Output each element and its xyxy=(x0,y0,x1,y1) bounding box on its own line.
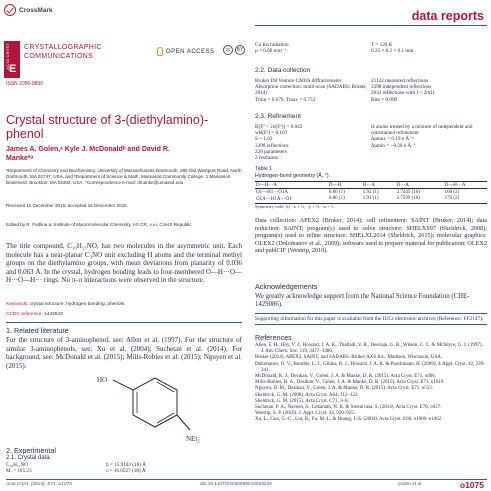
journal-name xyxy=(24,44,102,61)
crystal-data-row: Mᵣ = 165.23 c = 16.0527 (18) Å xyxy=(6,468,146,475)
molecule-diagram xyxy=(80,370,230,452)
reference-item[interactable]: Westrip, S. P. (2010). J. Appl. Cryst. 43, 920–925. xyxy=(255,411,356,417)
logo-letter: E xyxy=(9,63,17,75)
benzene-ring xyxy=(133,378,177,427)
crystal-data-row: C₁₀H₁₅NO b = 15.9102 (18) Å xyxy=(6,462,146,468)
edited-by: Edited by R. Fedlina,a; Institute of Macromolecular Chemistry, AS CR, v.v.i, Czech Republic xyxy=(6,222,192,227)
reference-item[interactable]: Sheldrick, G. M. (2008). Acta Cryst. A64, 112–122. xyxy=(255,392,359,398)
open-access-label: OPEN ACCESS xyxy=(166,48,215,55)
table-label: Table 1 xyxy=(255,166,273,172)
crossmark-label: CrossMark xyxy=(19,6,53,14)
footer-citation: Acta Cryst. (2015). E71, o1075 xyxy=(6,482,72,487)
title-line-2: phenol xyxy=(6,127,44,141)
references-list xyxy=(255,343,487,424)
footer-doi[interactable]: doi:10.1107/S2056989015024226 xyxy=(200,482,272,487)
supporting-info[interactable]: Supporting information for this paper is available from the IUCr electronic archives (Reference: FF2147). xyxy=(255,313,487,325)
reference-item[interactable]: Mills-Robles, H. A., Desikan, V., Golen, J. A. & Manke, D. R. (2015). Acta Cryst. E71, o1019. xyxy=(255,380,445,386)
related-literature-text: For the structure of 3-aminophenol, see: Allen et al. (1997). For the structure of similar 3-aminophenols, see: Xu et al. (2004); Suchetan et al. (2014). For background, see: McDonald et al. (2015); Mills-Robles et al. (2015); Nguyen et al. (2015). xyxy=(6,336,242,370)
data-collection-block: Bruker D8 Venture CMOS diffractometer Absorption correction: multi-scan (SADABS; Bruker, 2014) Tmin = 0.679, Tmax = 0.753 21122 measured reflections 3398 independent reflections 2633 reflections with I > 2σ(I) Rint = 0.090 xyxy=(255,78,435,103)
ccdc-label: CCDC reference: xyxy=(6,312,43,317)
journal-name-line1: CRYSTALLOGRAPHIC xyxy=(24,44,102,51)
hydroxyl-label: HO xyxy=(97,376,108,384)
hbond-table xyxy=(255,181,487,210)
table-row: O1—H1···O1A 0.86 (1) 1.92 (1) 2.7445 (16) 160 (2) xyxy=(256,189,460,195)
title-line-1: Crystal structure of 3-(diethylamino)- xyxy=(6,113,209,127)
journal-name-line2: COMMUNICATIONS xyxy=(24,52,94,60)
reference-item[interactable]: Suchetan, P. A., Naveen, S., Lokanath, N. K. & Sreenivasa, S. (2014). Acta Cryst. E70, o927. xyxy=(255,405,442,411)
footer-authors: Golen et al. xyxy=(398,482,423,487)
issn: ISSN 2056-9890 xyxy=(6,81,43,87)
reference-item[interactable]: Dolomanov, O. V., Bourhis, L. J., Gildea, R. J., Howard, J. A. K. & Puschmann, H. (2009). J. Appl. Cryst. 42, 339–341. xyxy=(255,361,486,373)
abstract: The title compound, C₁₀H₁₅NO, has two molecules in the asymmetric unit. Each molecule has a near-planar C₃NO unit excluding H atoms and the terminal methyl groups on the diethylamino groups, with mean deviations from planarity of 0.036 and 0.063 Å. In the crystal, hydrogen bonding leads to four-membered O—H···O—H···O—H··· rings. No π–π interactions were observed in the structure. xyxy=(6,242,242,285)
subsection-refinement: 2.3. Refinement xyxy=(255,113,301,120)
section-heading-references: References xyxy=(255,333,292,342)
page-footer xyxy=(0,479,491,491)
journal-logo xyxy=(4,41,20,78)
author-list xyxy=(6,145,236,163)
affiliations: ᵃDepartment of Chemistry and Biochemistry, University of Massachusetts Dartmouth, 285 Old Westport Road, North Dartmouth, MA 02747, USA, and ᵇDepartment of Science & Math, Massasoit Community College, 1 Massasoit Boulevard, Brockton, MA 02302, USA. *Correspondence e-mail: dmanke@umassd.edu xyxy=(6,168,242,186)
open-access-badge xyxy=(157,47,215,56)
diethylamino-label: NEt₂ xyxy=(186,435,200,443)
table-header-row: D—H···A D—H H···A D···A D—H···A xyxy=(255,182,487,189)
section-heading-acknowledgements: Acknowledgements xyxy=(255,282,318,291)
reference-item[interactable]: McDonald, K. J., Desikan, V., Golen, J. A. & Manke, D. R. (2015). Acta Cryst. E71, o406. xyxy=(255,374,437,380)
ccdc-reference xyxy=(6,312,242,317)
open-lock-icon xyxy=(157,47,163,56)
ccdc-number[interactable]: 1442843 xyxy=(42,312,63,317)
keywords xyxy=(6,302,242,307)
authors-line-1: James A. Golen,ᵃ Kyle J. McDonaldᵇ and David R. xyxy=(6,146,170,153)
authors-line-2: Manke*ᵃ xyxy=(6,155,34,162)
cc-icon: cc xyxy=(223,45,233,55)
creative-commons-icon[interactable] xyxy=(223,45,245,55)
header-divider xyxy=(255,25,487,26)
crystal-data xyxy=(6,462,242,474)
paper-title xyxy=(6,113,236,141)
crossmark-icon xyxy=(4,4,16,16)
crossmark-badge[interactable] xyxy=(4,4,53,16)
reference-item[interactable]: Nguyen, D. M., Desikan, V., Golen, J. A. & Manke, D. R. (2015). Acta Cryst. E71, o533. xyxy=(255,386,433,392)
logo-vertical-text: ACTA CRYST xyxy=(5,43,10,70)
table-caption xyxy=(255,166,487,179)
keywords-label: Keywords: xyxy=(6,302,29,307)
section-heading-related: 1. Related literature xyxy=(6,326,69,335)
by-icon: BY xyxy=(236,47,244,53)
received-dates: Received 11 December 2015; accepted 16 December 2015 xyxy=(6,203,127,208)
section-title: data reports xyxy=(411,9,484,23)
reference-item[interactable]: Allen, F. H., Hoy, V. J., Howard, J. A. K., Thalladi, V. R., Desiraju, G. R., Wilson, C. C. & McIntyre, G. J. (1997). J. Am. Chem. Soc. 119, 3477–3480. xyxy=(255,343,483,355)
bond-n xyxy=(177,415,190,430)
keywords-text: crystal structure; hydrogen bonding; phenols. xyxy=(28,302,126,307)
software-text: Data collection: APEX2 (Bruker, 2014); cell refinement: SAINT (Bruker, 2014); data reduction: SAINT; program(s) used to solve structure: SHELXS97 (Sheldrick, 2008); program(s) used to refine structure: SHELXL2014 (Sheldrick, 2015); molecular graphics: OLEX2 (Dolomanov et al., 2009); software used to prepare material for publication: OLEX2 and publCIF (Westrip, 2010). xyxy=(255,217,487,255)
radiation-block: Cu Kα radiation μ = 0.60 mm⁻¹ T = 120 K 0.25 × 0.2 × 0.1 mm xyxy=(255,42,414,55)
bond-oh xyxy=(113,380,133,390)
reference-item[interactable]: Xu, L., Guo, G.-C., Liu, B., Fu, M.-L. & Huang, J.-S. (2004). Acta Cryst. E60, o1060–o1062. xyxy=(255,417,443,423)
table-title: Hydrogen-bond geometry (Å, °). xyxy=(255,172,331,179)
page-number: o1075 xyxy=(459,480,484,490)
refinement-block: R[F² > 2σ(F²)] = 0.042 wR(F²) = 0.107 S = 1.02 3398 reflections 228 parameters 2 restraints H atoms treated by a mixture of independent and constrained refinement Δρmax = 0.19 e Å⁻³ Δρmin = −0.20 e Å⁻³ xyxy=(255,124,473,162)
section-heading-experimental: 2. Experimental xyxy=(6,446,56,455)
page-header xyxy=(0,0,491,38)
reference-item[interactable]: Bruker (2014). APEX2, SAINT, and SADABS. Bruker AXS Inc., Madison, Wisconsin, USA. xyxy=(255,355,443,361)
subsection-crystal-data: 2.1. Crystal data xyxy=(6,455,50,461)
section-divider xyxy=(6,322,242,323)
acknowledgements-text: We greatly acknowledge support from the National Science Foundation (CHE-1429086). xyxy=(255,293,470,308)
footer-divider xyxy=(6,479,487,480)
table-footnote: Symmetry code: (i) −x + ½, −y + ½, −z + 1. xyxy=(255,203,335,209)
reference-item[interactable]: Sheldrick, G. M. (2015). Acta Cryst. C71, 3–8. xyxy=(255,398,349,404)
subsection-data-collection: 2.2. Data collection xyxy=(255,67,311,74)
table-row: O1A—H1A···O1ⁱ 0.86 (1) 1.91 (1) 2.7599 (16) 170 (2) xyxy=(255,195,487,203)
